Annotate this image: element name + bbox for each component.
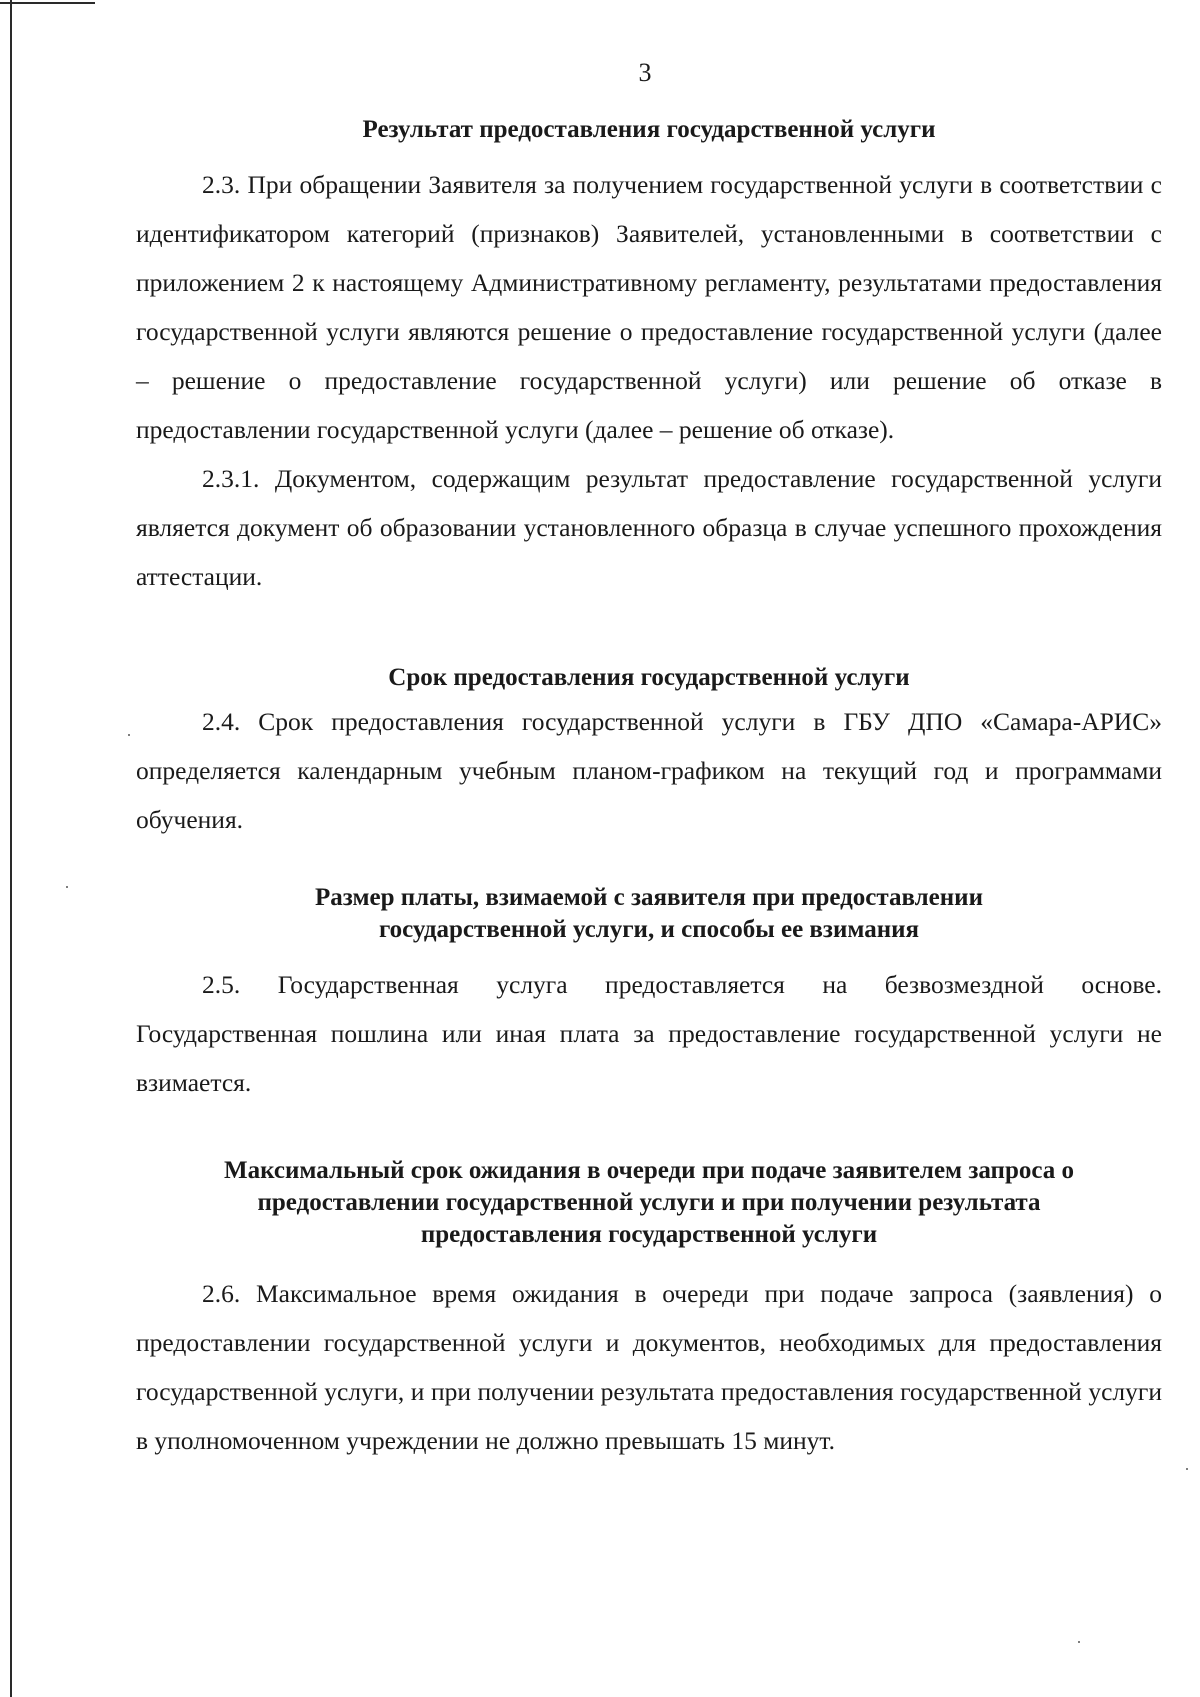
section-heading-term: [136, 662, 1162, 694]
heading-line: предоставлении государственной услуги и при получении результата: [257, 1189, 1041, 1216]
paragraph-2-5: 2.5. Государственная услуга предоставляется на безвозмездной основе. Государственная пошлина или иная плата за предоставление государственной услуги не взимается.: [136, 970, 1162, 1097]
paragraph-2-4: 2.4. Срок предоставления государственной услуги в ГБУ ДПО «Самара-АРИС» определяется календарным учебным планом-графиком на текущий год и программами обучения.: [136, 707, 1162, 834]
heading-line: Максимальный срок ожидания в очереди при подаче заявителем запроса о: [223, 1157, 1074, 1184]
heading-line: Срок предоставления государственной услуги: [388, 664, 910, 691]
heading-line: государственной услуги, и способы ее взимания: [378, 916, 920, 943]
scan-speck: [1078, 1641, 1080, 1643]
page-number: 3: [638, 58, 652, 87]
paragraph-2-6: 2.6. Максимальное время ожидания в очереди при подаче запроса (заявления) о предоставлении государственной услуги и документов, необходимых для предоставления государственной услуги, и при получении результата предоставления государственной услуги в уполномоченном учреждении не должно превышать 15 минут.: [136, 1279, 1162, 1455]
heading-line: предоставления государственной услуги: [420, 1221, 878, 1248]
scan-speck: [128, 734, 130, 736]
heading-line: Результат предоставления государственной услуги: [362, 116, 936, 143]
heading-line: Размер платы, взимаемой с заявителя при предоставлении: [315, 884, 983, 911]
document-body: [136, 114, 1162, 1465]
scan-left-edge: [10, 0, 12, 1697]
section-heading-result: [136, 114, 1162, 146]
scan-speck: [1186, 1468, 1188, 1470]
section-heading-queue: [136, 1155, 1162, 1251]
paragraph-2-3-1: 2.3.1. Документом, содержащим результат предоставление государственной услуги является документ об образовании установленного образца в случае успешного прохождения аттестации.: [136, 464, 1162, 591]
scan-speck: [66, 886, 68, 888]
paragraph-2-3: 2.3. При обращении Заявителя за получением государственной услуги в соответствии с идентификатором категорий (признаков) Заявителей, установленными в соответствии с приложением 2 к настоящему Административному регламенту, результатами предоставления государственной услуги являются решение о предоставление государственной услуги (далее – решение о предоставление государственной услуги) или решение об отказе в предоставлении государственной услуги (далее – решение об отказе).: [136, 170, 1162, 444]
section-heading-fee: [136, 882, 1162, 946]
scan-top-edge: [0, 2, 95, 4]
